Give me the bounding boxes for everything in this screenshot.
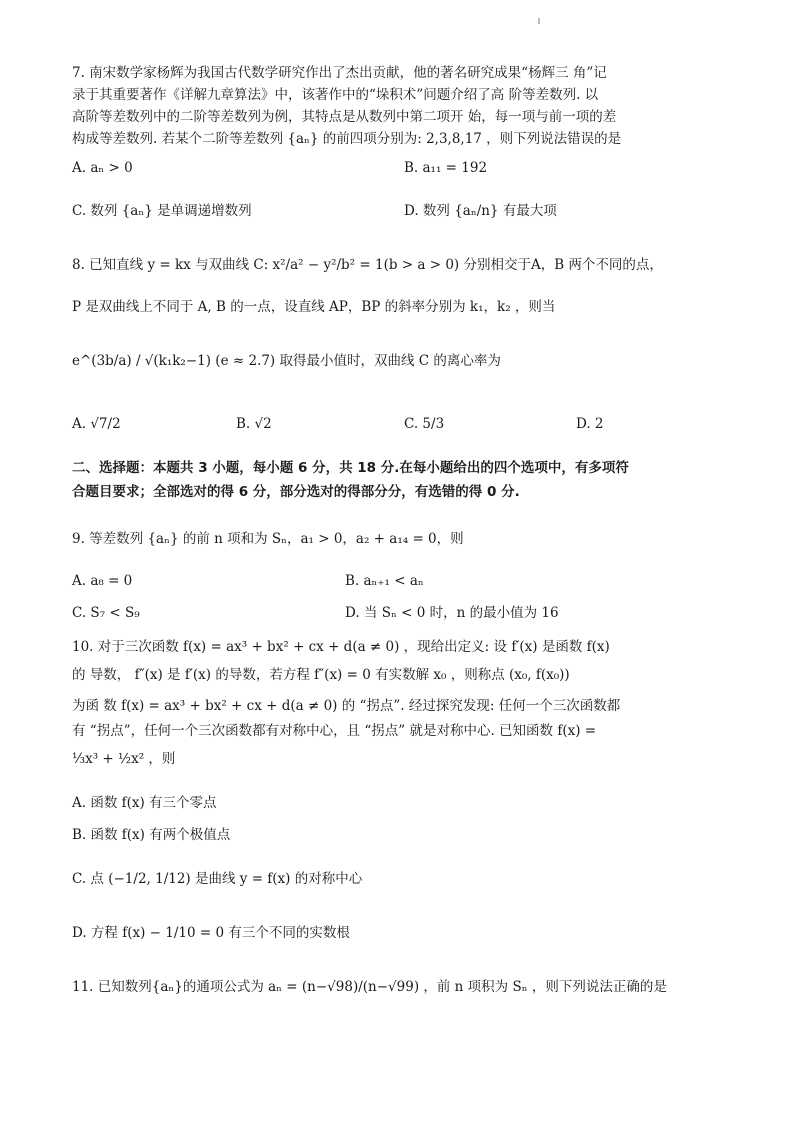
section-2-heading-line-2: 合题目要求；全部选对的得 6 分，部分选对的得部分分，有选错的得 0 分. bbox=[72, 484, 520, 500]
q10-option-b: B. 函数 f(x) 有两个极值点 bbox=[72, 827, 231, 843]
q8-line-3: e^(3b/a) / √(k₁k₂−1) (e ≈ 2.7) 取得最小值时，双曲线 C 的离心率为 bbox=[72, 353, 501, 369]
q7-line-4: 构成等差数列. 若某个二阶等差数列 {aₙ} 的前四项分别为: 2,3,8,17 ，则下列说法错误的是 bbox=[72, 131, 622, 147]
q11-line-1: 11. 已知数列{aₙ}的通项公式为 aₙ = (n−√98)/(n−√99) ，前 n 项积为 Sₙ ，则下列说法正确的是 bbox=[72, 979, 667, 995]
page-marker bbox=[538, 18, 540, 24]
q7-option-b: B. a₁₁ = 192 bbox=[404, 160, 488, 176]
q9-option-a: A. a₈ = 0 bbox=[72, 573, 133, 589]
q8-line-1: 8. 已知直线 y = kx 与双曲线 C: x²/a² − y²/b² = 1(b > a > 0) 分别相交于A，B 两个不同的点， bbox=[72, 257, 663, 273]
q10-line-3: 为函 数 f(x) = ax³ + bx² + cx + d(a ≠ 0) 的 “拐点”. 经过探究发现: 任何一个三次函数都 bbox=[72, 698, 621, 714]
q7-option-a: A. aₙ > 0 bbox=[72, 160, 133, 176]
q9-option-b: B. aₙ₊₁ < aₙ bbox=[345, 573, 424, 589]
q8-option-b: B. √2 bbox=[236, 416, 272, 432]
q10-line-1: 10. 对于三次函数 f(x) = ax³ + bx² + cx + d(a ≠ 0) ，现给出定义: 设 f′(x) 是函数 f(x) bbox=[72, 639, 610, 655]
q10-option-c: C. 点 (−1/2, 1/12) 是曲线 y = f(x) 的对称中心 bbox=[72, 871, 363, 887]
q8-option-a: A. √7/2 bbox=[72, 416, 121, 432]
q7-option-d: D. 数列 {aₙ/n} 有最大项 bbox=[404, 203, 557, 219]
q10-line-5: ⅓x³ + ½x² ，则 bbox=[72, 751, 176, 767]
q10-line-2: 的 导数， f″(x) 是 f′(x) 的导数，若方程 f″(x) = 0 有实数解 x₀ ，则称点 (x₀, f(x₀)) bbox=[72, 667, 570, 683]
q7-option-c: C. 数列 {aₙ} 是单调递增数列 bbox=[72, 203, 252, 219]
q7-line-2: 录于其重要著作《详解九章算法》中，该著作中的“垛积术”问题介绍了高 阶等差数列. 以 bbox=[72, 87, 599, 103]
q8-line-2: P 是双曲线上不同于 A, B 的一点，设直线 AP，BP 的斜率分别为 k₁，k₂ ，则当 bbox=[72, 299, 556, 315]
section-2-heading-line-1: 二、选择题：本题共 3 小题，每小题 6 分，共 18 分.在每小题给出的四个选项中，有多项符 bbox=[72, 460, 629, 476]
q9-option-d: D. 当 Sₙ < 0 时，n 的最小值为 16 bbox=[345, 605, 559, 621]
q8-option-d: D. 2 bbox=[576, 416, 604, 432]
q7-line-3: 高阶等差数列中的二阶等差数列为例，其特点是从数列中第二项开 始，每一项与前一项的差 bbox=[72, 109, 617, 125]
q10-option-a: A. 函数 f(x) 有三个零点 bbox=[72, 795, 217, 811]
q10-option-d: D. 方程 f(x) − 1/10 = 0 有三个不同的实数根 bbox=[72, 925, 350, 941]
q7-line-1: 7. 南宋数学家杨辉为我国古代数学研究作出了杰出贡献，他的著名研究成果“杨辉三 角”记 bbox=[72, 65, 607, 81]
q9-option-c: C. S₇ < S₉ bbox=[72, 605, 140, 621]
q9-line-1: 9. 等差数列 {aₙ} 的前 n 项和为 Sₙ，a₁ > 0，a₂ + a₁₄ = 0，则 bbox=[72, 531, 464, 547]
q10-line-4: 有 “拐点”，任何一个三次函数都有对称中心，且 “拐点” 就是对称中心. 已知函数 f(x) = bbox=[72, 723, 597, 739]
q8-option-c: C. 5/3 bbox=[404, 416, 445, 432]
